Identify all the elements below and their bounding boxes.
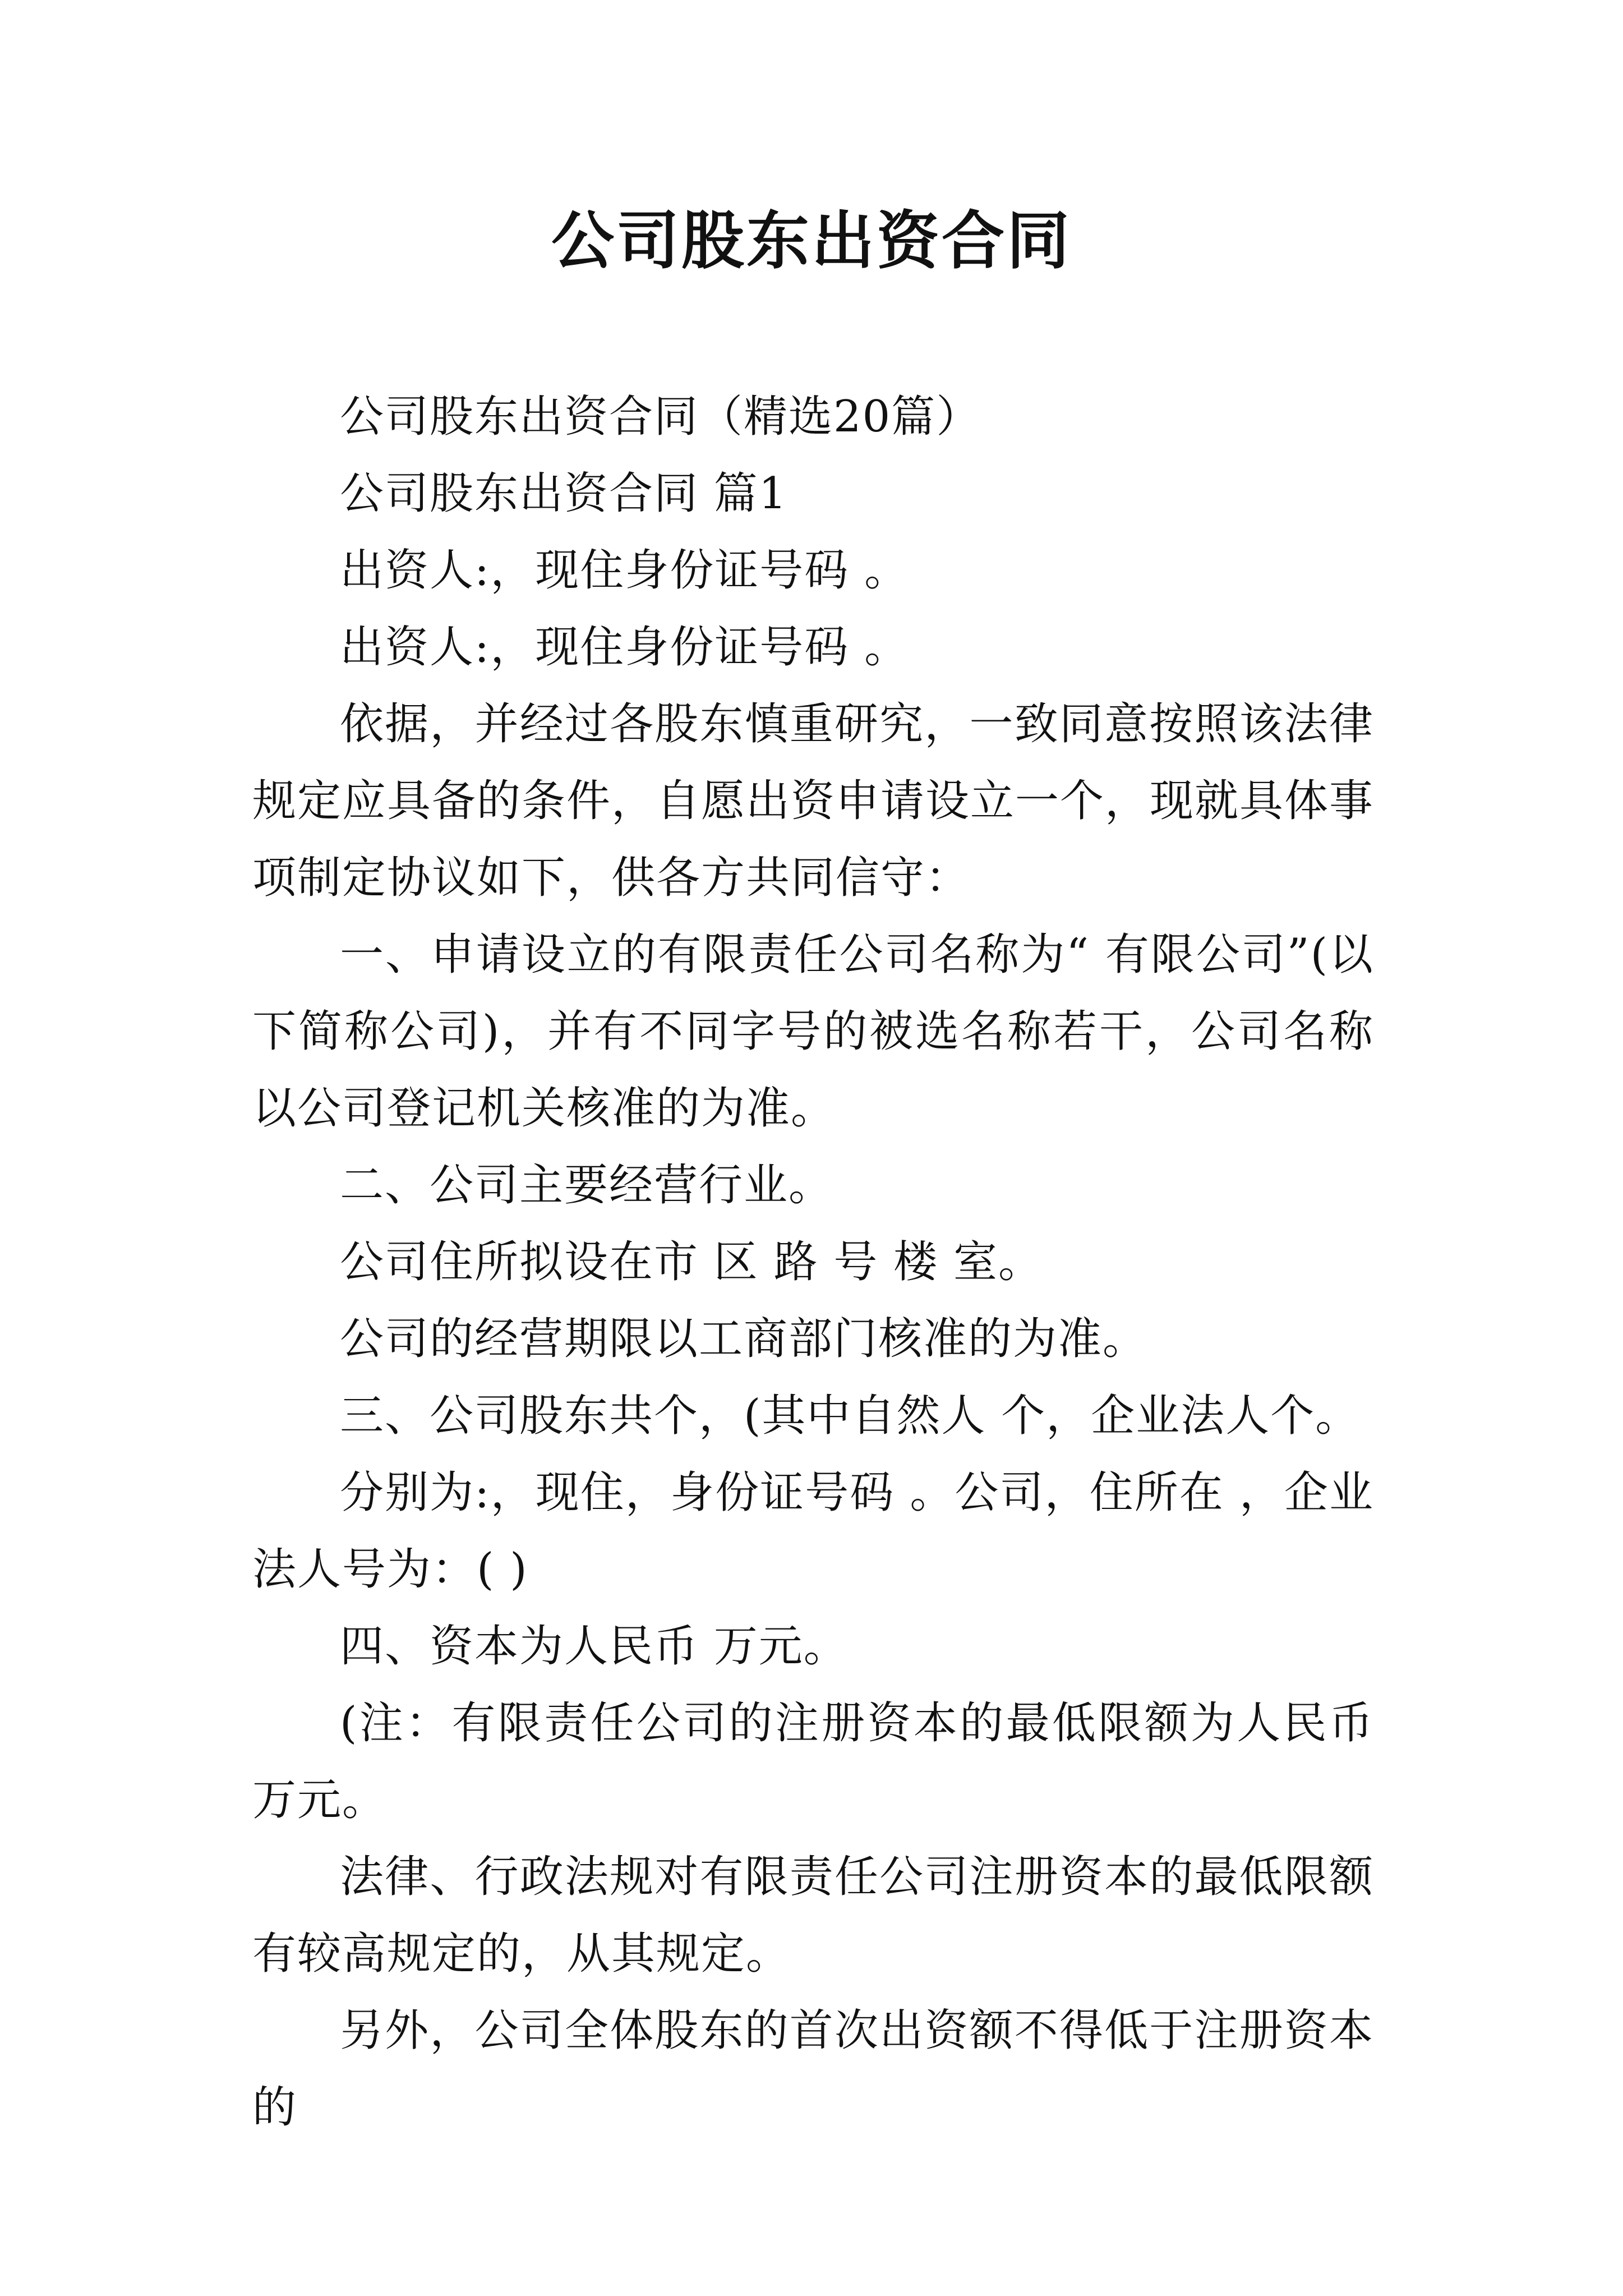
paragraph: 另外，公司全体股东的首次出资额不得低于注册资本的 bbox=[252, 2005, 1374, 2133]
paragraph: 公司股东出资合同 篇1 bbox=[340, 468, 788, 519]
paragraph: (注：有限责任公司的注册资本的最低限额为人民币万元。 bbox=[252, 1698, 1374, 1825]
paragraph: 公司住所拟设在市 区 路 号 楼 室。 bbox=[340, 1237, 1043, 1287]
paragraph: 依据，并经过各股东慎重研究，一致同意按照该法律规定应具备的条件，自愿出资申请设立一个，现就具体事项制定协议如下，供各方共同信守： bbox=[252, 699, 1375, 903]
paragraph: 二、公司主要经营行业。 bbox=[340, 1160, 834, 1211]
paragraph: 四、资本为人民币 万元。 bbox=[340, 1621, 849, 1672]
paragraph: 法律、行政法规对有限责任公司注册资本的最低限额有较高规定的，从其规定。 bbox=[252, 1852, 1374, 1979]
paragraph: 公司的经营期限以工商部门核准的为准。 bbox=[340, 1314, 1148, 1364]
paragraph: 出资人:，现住身份证号码 。 bbox=[340, 622, 910, 673]
document-body bbox=[252, 379, 1374, 2146]
paragraph: 公司股东出资合同（精选20篇） bbox=[340, 392, 981, 442]
paragraph: 出资人:，现住身份证号码 。 bbox=[340, 545, 910, 596]
document-title: 公司股东出资合同 bbox=[551, 205, 1072, 278]
paragraph: 一、申请设立的有限责任公司名称为“ 有限公司”(以下简称公司)，并有不同字号的被选名称若干，公司名称以公司登记机关核准的为准。 bbox=[252, 930, 1374, 1134]
paragraph: 三、公司股东共个，(其中自然人 个，企业法人个。 bbox=[340, 1391, 1361, 1441]
paragraph: 分别为:，现住，身份证号码 。公司，住所在 ，企业法人号为：( ) bbox=[252, 1467, 1374, 1595]
